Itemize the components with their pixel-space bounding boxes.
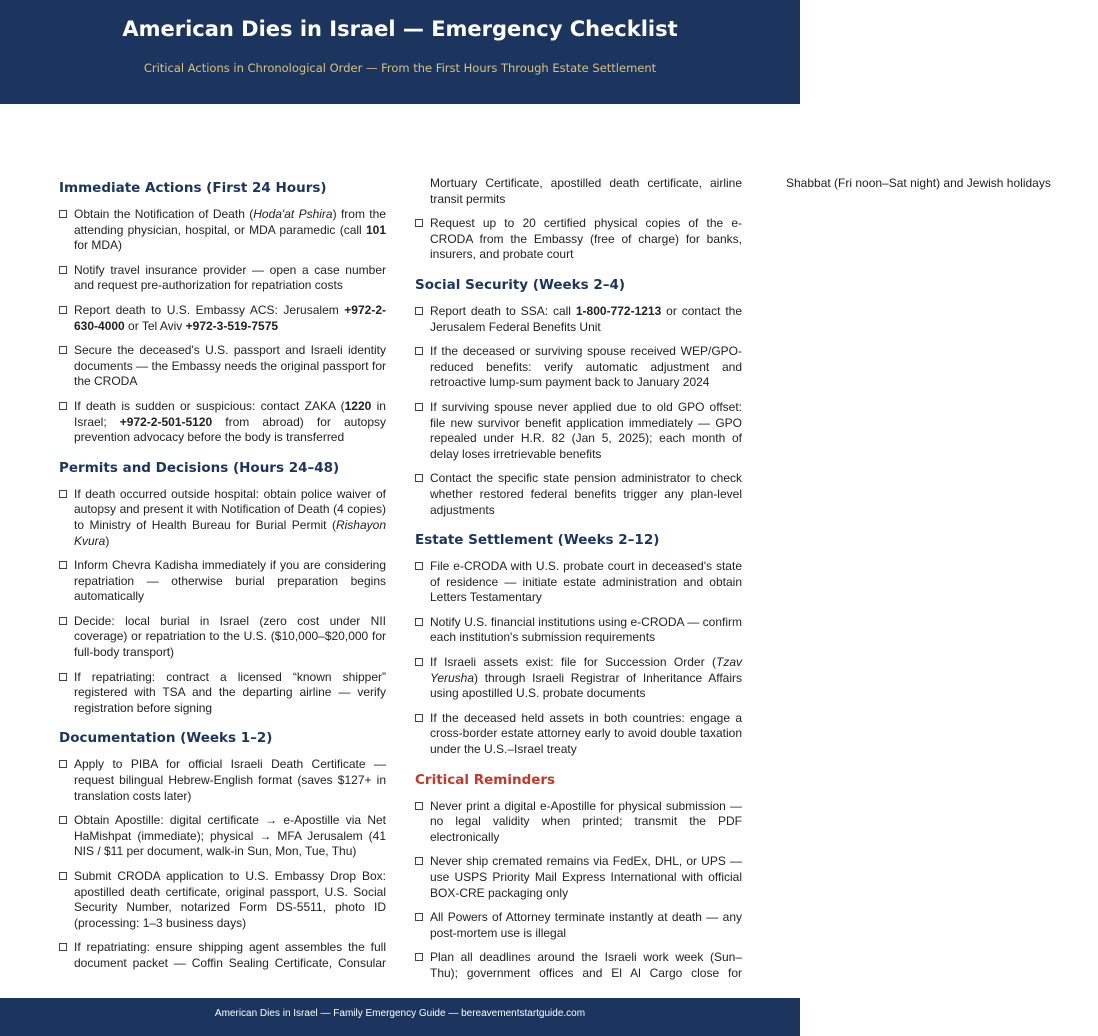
checkbox-icon[interactable] — [415, 618, 423, 626]
checkbox-icon[interactable] — [415, 219, 423, 227]
item-bold-text: +972-2-501-5120 — [119, 414, 213, 429]
checkbox-icon[interactable] — [415, 347, 423, 355]
checklist-item — [59, 303, 386, 334]
item-text: or Tel Aviv — [124, 318, 186, 333]
item-text: from abroad) for autopsy prevention advocacy before the body is transferred — [74, 414, 386, 445]
item-text: ) — [105, 533, 110, 548]
item-text: If the deceased or surviving spouse received WEP/GPO-reduced benefits: verify automatic adjustment and retroactive lump-sum payment back to January 2024 — [430, 344, 742, 390]
item-text: If repatriating: ensure shipping agent assembles the full document packet — Coffin Sealing Certificate, Consular Mortuary Certificate, apostilled death certificate, airline transit permits — [74, 176, 742, 970]
checklist-item — [59, 813, 386, 860]
item-italic-text: Hoda'at Pshira — [253, 207, 333, 221]
section-title-documentation: Documentation (Weeks 1–2) — [59, 730, 273, 747]
checklist-item — [415, 216, 742, 263]
checkbox-icon[interactable] — [59, 872, 67, 880]
checkbox-icon[interactable] — [59, 346, 67, 354]
page-subtitle: Critical Actions in Chronological Order — From the First Hours Through Estate Settlement — [143, 61, 657, 75]
checkbox-icon[interactable] — [59, 760, 67, 768]
checklist-item — [415, 854, 742, 901]
item-text: All Powers of Attorney terminate instantly at death — any post-mortem use is illegal — [430, 910, 742, 940]
checklist-item — [415, 655, 742, 702]
checkbox-icon[interactable] — [415, 307, 423, 315]
checkbox-icon[interactable] — [415, 403, 423, 411]
checklist-item — [59, 343, 386, 390]
section-title-permits: Permits and Decisions (Hours 24–48) — [59, 459, 340, 476]
item-text: Notify U.S. financial institutions using e-CRODA — confirm each institution's submission requirements — [430, 614, 742, 645]
checklist-body — [59, 176, 1051, 991]
item-text: File e-CRODA with U.S. probate court in deceased's state of residence — initiate estate administration and obtain Letters Testamentary — [430, 559, 742, 605]
item-text: Report death to SSA: call — [430, 303, 576, 318]
item-text: Notify travel insurance provider — open a case number and request pre-authorization for repatriation costs — [74, 262, 386, 293]
item-text: for MDA) — [74, 238, 122, 253]
checkbox-icon[interactable] — [59, 490, 67, 498]
checkbox-icon[interactable] — [415, 474, 423, 482]
checklist-immediate — [59, 207, 386, 446]
item-text: Decide: local burial in Israel (zero cost under NII coverage) or repatriation to the U.S. ($10,000–$20,000 for full-body transport) — [74, 613, 386, 660]
item-text: Plan all deadlines around the Israeli work week (Sun–Thu); government offices and El Al Cargo close for Shabbat (Fri noon–Sat night) and Jewish holidays — [430, 176, 1051, 980]
item-bold-text: +972-3-519-7575 — [185, 318, 279, 333]
checklist-item — [415, 711, 742, 758]
checkbox-icon[interactable] — [415, 953, 423, 961]
page-footer — [0, 998, 800, 1036]
section-title-estate: Estate Settlement (Weeks 2–12) — [415, 532, 660, 549]
checkbox-icon[interactable] — [59, 673, 67, 681]
checklist-item — [415, 304, 742, 335]
checklist-item — [415, 910, 742, 941]
checkbox-icon[interactable] — [415, 802, 423, 810]
item-bold-text: +972-2-630-4000 — [74, 302, 386, 333]
item-text: Request up to 20 certified physical copies of the e-CRODA from the Embassy (free of charge) for banks, insurers, and probate court — [430, 216, 742, 262]
item-text: in Israel; — [74, 398, 386, 429]
item-italic-text: Tzav Yerusha — [430, 655, 742, 685]
item-text: If repatriating: contract a licensed “known shipper” registered with TSA and the departing airline — verify registration before signing — [74, 669, 386, 715]
checkbox-icon[interactable] — [59, 266, 67, 274]
checklist-item — [59, 670, 386, 717]
checkbox-icon[interactable] — [415, 658, 423, 666]
checkbox-icon[interactable] — [59, 561, 67, 569]
checkbox-icon[interactable] — [59, 816, 67, 824]
item-bold-text: 1220 — [344, 398, 372, 413]
checkbox-icon[interactable] — [415, 562, 423, 570]
checklist-item — [59, 614, 386, 661]
checklist-estate — [415, 559, 742, 758]
section-title-reminders: Critical Reminders — [415, 771, 556, 788]
checklist-permits — [59, 487, 386, 717]
checkbox-icon[interactable] — [59, 210, 67, 218]
item-text: Apply to PIBA for official Israeli Death Certificate — request bilingual Hebrew-English format (saves $127+ in translation costs later) — [74, 757, 386, 803]
page-title: American Dies in Israel — Emergency Checklist — [122, 17, 678, 41]
checkbox-icon[interactable] — [415, 857, 423, 865]
checklist-item — [415, 799, 742, 846]
checklist-ssa — [415, 304, 742, 518]
checklist-item — [59, 487, 386, 549]
item-text: ) from the attending physician, hospital, or MDA paramedic (call — [74, 207, 386, 237]
item-text: If death occurred outside hospital: obtain police waiver of autopsy and present it with Notification of Death (4 copies) to Ministry of Health Bureau for Burial Permit ( — [74, 486, 386, 532]
checklist-item — [59, 399, 386, 446]
checkbox-icon[interactable] — [59, 306, 67, 314]
checkbox-icon[interactable] — [415, 714, 423, 722]
checkbox-icon[interactable] — [59, 402, 67, 410]
checkbox-icon[interactable] — [59, 943, 67, 951]
checkbox-icon[interactable] — [415, 913, 423, 921]
item-text: If Israeli assets exist: file for Succession Order ( — [430, 655, 716, 670]
checklist-item — [59, 558, 386, 605]
page-header — [0, 0, 800, 104]
checklist-item — [415, 559, 742, 606]
item-text: If the deceased held assets in both countries: engage a cross-border estate attorney early to avoid double taxation under the U.S.–Israel treaty — [430, 710, 742, 757]
item-text: Secure the deceased's U.S. passport and Israeli identity documents — the Embassy needs the original passport for the CRODA — [74, 343, 386, 389]
footer-text: American Dies in Israel — Family Emergency Guide — bereavementstartguide.com — [214, 1008, 586, 1019]
item-text: Inform Chevra Kadisha immediately if you are considering repatriation — otherwise burial preparation begins automatically — [74, 558, 386, 604]
checklist-item — [59, 757, 386, 804]
checklist-item — [59, 263, 386, 294]
checklist-item — [59, 207, 386, 254]
item-text: Obtain Apostille: digital certificate → e-Apostille via Net HaMishpat (immediate); physical → MFA Jerusalem (41 NIS / $11 per document, walk-in Sun, Mon, Tue, Thu) — [74, 813, 386, 859]
item-text: Submit CRODA application to U.S. Embassy Drop Box: apostilled death certificate, original passport, U.S. Social Security Number, notarized Form DS-5511, photo ID (processing: 1–3 business days) — [74, 869, 386, 930]
checkbox-icon[interactable] — [59, 617, 67, 625]
checklist-item — [415, 400, 742, 462]
item-text: If surviving spouse never applied due to old GPO offset: file new survivor benefit application immediately — GPO repealed under H.R. 82 (Jan 5, 2025); each month of delay loses irretrievable benefits — [430, 399, 742, 461]
item-text: Contact the specific state pension administrator to check whether restored federal benefits trigger any plan-level adjustments — [430, 471, 742, 517]
checklist-item — [415, 344, 742, 391]
checklist-item — [415, 615, 742, 646]
item-text: If death is sudden or suspicious: contact ZAKA ( — [74, 398, 345, 413]
item-text: Never print a digital e-Apostille for physical submission — no legal validity when printed; transmit the PDF electronically — [430, 798, 742, 844]
item-text: Report death to U.S. Embassy ACS: Jerusalem — [74, 302, 345, 317]
item-text: ) through Israeli Registrar of Inheritance Affairs using apostilled U.S. probate documents — [430, 670, 742, 701]
item-text: or contact the Jerusalem Federal Benefits Unit — [430, 303, 742, 334]
item-text: Obtain the Notification of Death ( — [74, 207, 254, 221]
checklist-item — [415, 471, 742, 518]
section-title-ssa: Social Security (Weeks 2–4) — [415, 276, 626, 293]
item-bold-text: 1-800-772-1213 — [575, 303, 662, 318]
checklist-item — [59, 869, 386, 931]
item-bold-text: 101 — [365, 222, 386, 237]
item-text: Never ship cremated remains via FedEx, DHL, or UPS — use USPS Priority Mail Express International with official BOX-CRE packaging only — [430, 854, 742, 900]
item-italic-text: Rishayon Kvura — [74, 517, 386, 548]
section-title-immediate: Immediate Actions (First 24 Hours) — [59, 180, 327, 196]
